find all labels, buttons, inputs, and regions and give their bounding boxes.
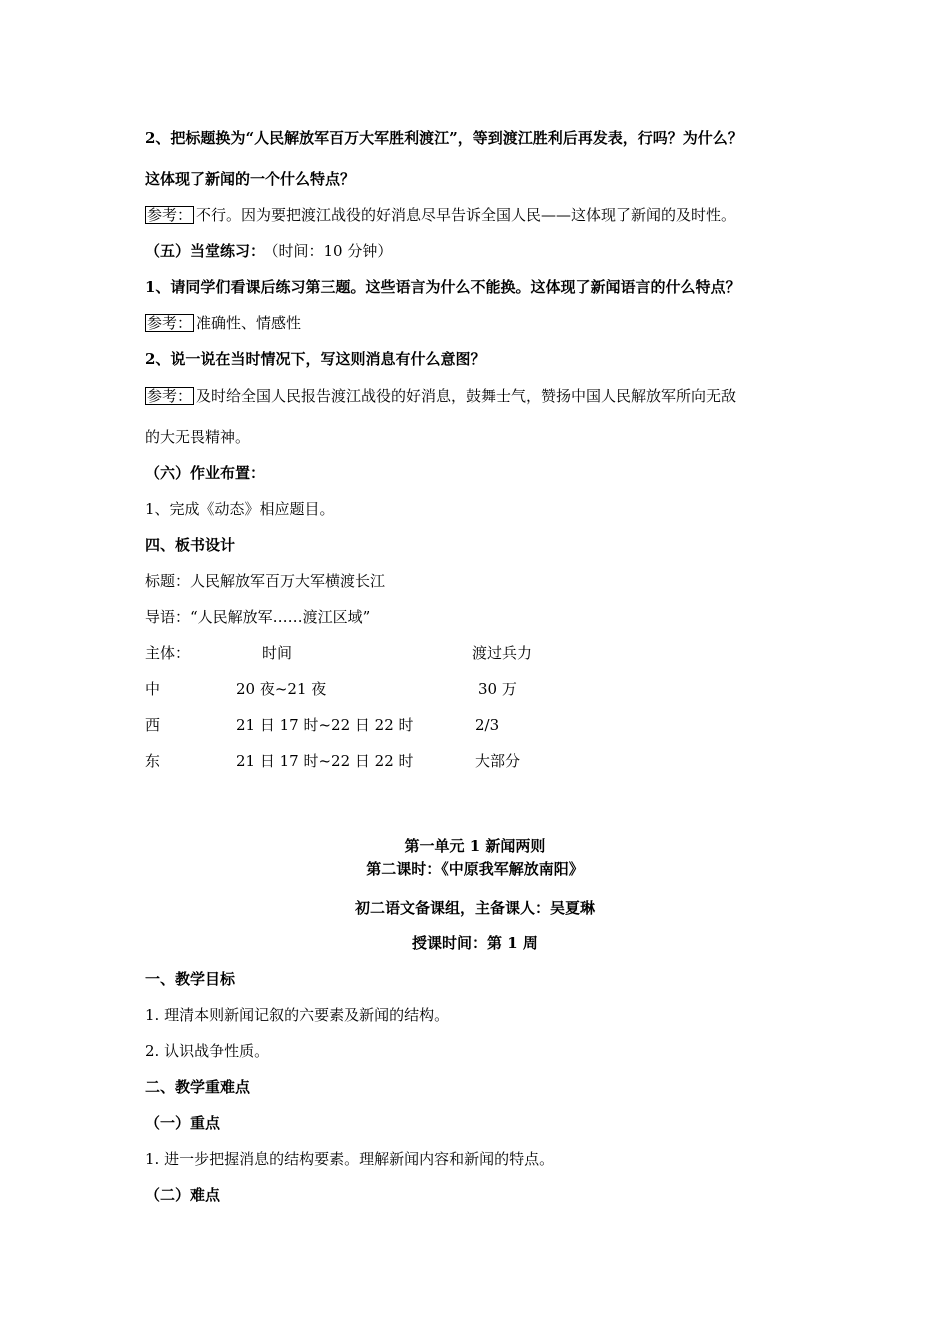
question-2-line-1: 2、把标题换为“人民解放军百万大军胜利渡江”，等到渡江胜利后再发表，行吗？为什么？ — [145, 129, 743, 147]
reference-label: 参考： — [147, 206, 193, 224]
board-table-cell: 21 日 17 时~22 日 22 时 — [236, 752, 414, 770]
board-table-header-time: 时间 — [262, 644, 293, 662]
question-2-line-2: 这体现了新闻的一个什么特点？ — [145, 170, 356, 188]
section-5-heading — [145, 240, 392, 262]
answer-text: 及时给全国人民报告渡江战役的好消息，鼓舞士气，赞扬中国人民解放军所向无敌 — [196, 387, 737, 405]
lesson-title: 第二课时：《中原我军解放南阳》 — [366, 860, 584, 878]
board-table-cell: 中 — [145, 680, 161, 698]
section-2-title: 二、教学重难点 — [145, 1078, 251, 1096]
exercise-1-answer — [145, 312, 301, 334]
reference-label: 参考： — [147, 314, 193, 332]
board-table-cell: 21 日 17 时~22 日 22 时 — [236, 716, 414, 734]
board-lead: 导语：“人民解放军……渡江区域” — [145, 608, 371, 626]
section-1-title: 一、教学目标 — [145, 970, 236, 988]
exercise-2-answer-line-1 — [145, 385, 736, 407]
exercise-2-question: 2、说一说在当时情况下，写这则消息有什么意图？ — [145, 350, 486, 368]
board-table-cell: 大部分 — [475, 752, 521, 770]
teaching-time-line: 授课时间：第 1 周 — [412, 934, 538, 952]
board-table-header-subject: 主体： — [145, 644, 191, 662]
exercise-2-answer-line-2: 的大无畏精神。 — [145, 428, 251, 446]
board-table-cell: 20 夜~21 夜 — [236, 680, 327, 698]
homework-item-1: 1、完成《动态》相应题目。 — [145, 500, 335, 518]
section-4-title: 四、板书设计 — [145, 536, 236, 554]
reference-label: 参考： — [147, 387, 193, 405]
board-table-cell: 2/3 — [475, 716, 500, 734]
board-table-cell: 西 — [145, 716, 161, 734]
exercise-1-question: 1、请同学们看课后练习第三题。这些语言为什么不能换。这体现了新闻语言的什么特点？ — [145, 278, 741, 296]
answer-q2 — [145, 204, 736, 226]
difficulty-title: （二）难点 — [145, 1186, 221, 1204]
board-table-cell: 30 万 — [478, 680, 517, 698]
board-table-header-force: 渡过兵力 — [472, 644, 533, 662]
key-points-title: （一）重点 — [145, 1114, 221, 1132]
prep-group-line: 初二语文备课组，主备课人：吴夏琳 — [354, 899, 595, 917]
goal-item-2: 2. 认识战争性质。 — [145, 1042, 270, 1060]
section-5-title: （五）当堂练习： — [145, 242, 266, 260]
board-title: 标题：人民解放军百万大军横渡长江 — [145, 572, 386, 590]
goal-item-1: 1. 理清本则新闻记叙的六要素及新闻的结构。 — [145, 1006, 450, 1024]
key-point-item-1: 1. 进一步把握消息的结构要素。理解新闻内容和新闻的特点。 — [145, 1150, 555, 1168]
section-6-title: （六）作业布置： — [145, 464, 266, 482]
answer-text: 不行。因为要把渡江战役的好消息尽早告诉全国人民——这体现了新闻的及时性。 — [196, 206, 737, 224]
answer-text: 准确性、情感性 — [196, 314, 302, 332]
unit-title: 第一单元 1 新闻两则 — [404, 837, 546, 855]
section-5-time: （时间：10 分钟） — [271, 242, 393, 260]
board-table-cell: 东 — [145, 752, 161, 770]
